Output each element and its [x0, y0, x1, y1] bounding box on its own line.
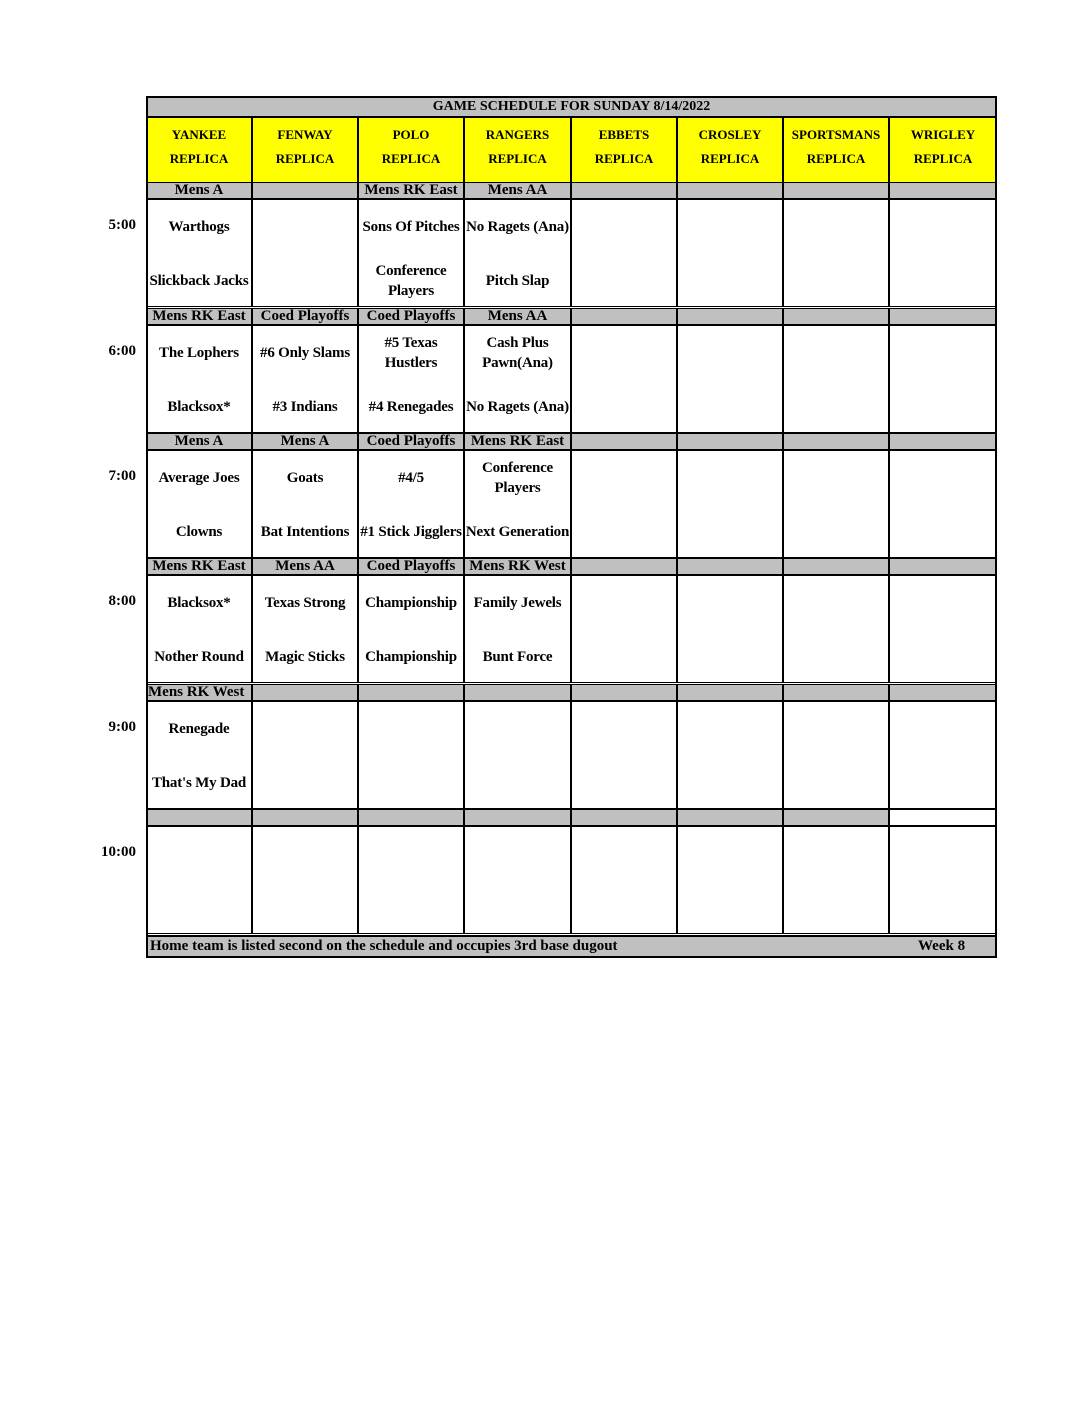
away-team [359, 829, 463, 879]
game-cell [146, 575, 252, 683]
league-label: Mens AA [464, 182, 571, 199]
field-header [677, 118, 783, 182]
game-cell [146, 325, 252, 433]
home-team [572, 256, 676, 306]
away-team [890, 704, 996, 754]
home-team [890, 632, 996, 682]
game-cell [358, 325, 464, 433]
field-subtitle: REPLICA [594, 151, 654, 166]
away-team: Warthogs [168, 219, 230, 235]
league-label [571, 182, 677, 199]
home-team: #3 Indians [272, 399, 338, 415]
league-label: Mens RK East [146, 308, 252, 325]
home-team [784, 256, 888, 306]
game-cell [571, 575, 677, 683]
away-team: No Ragets (Ana) [466, 219, 569, 235]
league-label [889, 308, 997, 325]
away-team: Renegade [168, 721, 230, 737]
home-team [678, 758, 782, 808]
away-team [572, 328, 676, 378]
home-team [572, 883, 676, 933]
game-cell [783, 199, 889, 307]
away-team: Cash Plus Pawn(Ana) [482, 335, 553, 371]
away-team [678, 453, 782, 503]
league-label [783, 308, 889, 325]
game-cell [146, 450, 252, 558]
away-team [572, 578, 676, 628]
home-team: Blacksox* [167, 399, 231, 415]
away-team: Blacksox* [167, 595, 231, 611]
away-team [784, 453, 888, 503]
home-team [890, 256, 996, 306]
game-cell [889, 826, 997, 934]
field-header [252, 118, 358, 182]
game-cell [464, 701, 571, 809]
league-label: Mens RK West [146, 684, 252, 701]
field-name: EBBETS [598, 127, 650, 142]
home-team [572, 632, 676, 682]
home-team: No Ragets (Ana) [466, 399, 569, 415]
away-team [784, 328, 888, 378]
home-team [784, 632, 888, 682]
away-team [890, 202, 996, 252]
away-team [253, 704, 357, 754]
home-team [359, 883, 463, 933]
game-cell [464, 575, 571, 683]
field-name: RANGERS [485, 127, 550, 142]
home-team [572, 507, 676, 557]
home-team [890, 883, 996, 933]
away-team [678, 328, 782, 378]
league-label: Mens RK East [358, 182, 464, 199]
field-header [358, 118, 464, 182]
home-team: Championship [365, 649, 457, 665]
home-team: Magic Sticks [265, 649, 345, 665]
game-cell [889, 450, 997, 558]
field-subtitle: REPLICA [488, 151, 547, 166]
game-cell [783, 701, 889, 809]
home-team [572, 382, 676, 432]
field-subtitle: REPLICA [169, 151, 229, 166]
time-label: 8:00 [108, 593, 136, 609]
league-label [677, 308, 783, 325]
away-team [890, 578, 996, 628]
field-name: CROSLEY [698, 127, 762, 142]
game-cell [677, 701, 783, 809]
field-subtitle: REPLICA [700, 151, 760, 166]
league-label: Coed Playoffs [252, 308, 358, 325]
field-subtitle: REPLICA [806, 151, 866, 166]
home-team [678, 256, 782, 306]
away-team [253, 829, 357, 879]
league-label [146, 809, 252, 826]
home-team [678, 632, 782, 682]
game-cell [146, 199, 252, 307]
field-header [464, 118, 571, 182]
game-cell [146, 701, 252, 809]
league-label [358, 809, 464, 826]
time-label: 9:00 [108, 719, 136, 735]
home-team [147, 883, 251, 933]
league-label: Coed Playoffs [358, 558, 464, 575]
game-cell [889, 575, 997, 683]
home-team [465, 758, 570, 808]
away-team: Family Jewels [473, 595, 562, 611]
away-team: Conference Players [481, 460, 554, 496]
league-label: Mens A [146, 433, 252, 450]
game-cell [889, 701, 997, 809]
league-label [889, 433, 997, 450]
league-label [252, 809, 358, 826]
league-label [571, 558, 677, 575]
game-cell [677, 575, 783, 683]
home-team: Slickback Jacks [149, 273, 249, 289]
league-label: Mens AA [464, 308, 571, 325]
field-subtitle: REPLICA [381, 151, 441, 166]
away-team [678, 829, 782, 879]
game-cell [571, 701, 677, 809]
home-team [253, 256, 357, 306]
away-team [784, 202, 888, 252]
away-team [147, 829, 251, 879]
away-team [784, 704, 888, 754]
field-subtitle: REPLICA [913, 151, 973, 166]
away-team: The Lophers [159, 345, 239, 361]
game-cell [252, 701, 358, 809]
league-label [889, 809, 997, 826]
game-cell [677, 199, 783, 307]
home-team: Clowns [175, 524, 223, 540]
away-team: Sons Of Pitches [362, 219, 460, 235]
week-label: Week 8 [918, 938, 966, 954]
league-label [571, 433, 677, 450]
away-team [253, 202, 357, 252]
league-label [889, 684, 997, 701]
league-label [677, 558, 783, 575]
schedule-footer [146, 935, 997, 958]
game-cell [783, 575, 889, 683]
league-label: Coed Playoffs [358, 308, 464, 325]
away-team [890, 328, 996, 378]
game-cell [358, 701, 464, 809]
game-cell [677, 450, 783, 558]
away-team [359, 704, 463, 754]
league-label [677, 809, 783, 826]
game-cell [677, 325, 783, 433]
away-team [465, 704, 570, 754]
game-cell [677, 826, 783, 934]
game-cell [252, 450, 358, 558]
away-team [572, 829, 676, 879]
schedule-title: GAME SCHEDULE FOR SUNDAY 8/14/2022 [146, 96, 997, 118]
home-team [678, 382, 782, 432]
league-label [783, 558, 889, 575]
game-cell [358, 450, 464, 558]
game-cell [464, 450, 571, 558]
league-label [252, 182, 358, 199]
game-cell [464, 826, 571, 934]
field-header [146, 118, 252, 182]
home-team: Pitch Slap [485, 273, 550, 289]
game-cell [783, 450, 889, 558]
field-name: FENWAY [277, 127, 333, 142]
time-label: 7:00 [108, 468, 136, 484]
game-cell [464, 325, 571, 433]
home-team [784, 382, 888, 432]
game-cell [358, 199, 464, 307]
home-team [572, 758, 676, 808]
away-team [784, 829, 888, 879]
away-team [678, 202, 782, 252]
league-label: Mens AA [252, 558, 358, 575]
away-team [784, 578, 888, 628]
away-team [572, 202, 676, 252]
home-team [678, 507, 782, 557]
game-cell [146, 826, 252, 934]
home-team: Conference Players [375, 263, 447, 299]
game-cell [464, 199, 571, 307]
away-team: Goats [286, 470, 324, 486]
league-label [677, 182, 783, 199]
home-team [890, 382, 996, 432]
away-team [890, 453, 996, 503]
league-label [677, 684, 783, 701]
league-label [783, 433, 889, 450]
league-label [252, 684, 358, 701]
game-cell [783, 325, 889, 433]
league-label: Mens A [252, 433, 358, 450]
time-label: 10:00 [101, 844, 136, 860]
away-team [572, 704, 676, 754]
league-label [783, 182, 889, 199]
time-label: 6:00 [108, 343, 136, 359]
game-cell [358, 575, 464, 683]
home-team: #4 Renegades [368, 399, 454, 415]
home-team: #1 Stick Jigglers [360, 524, 462, 540]
home-team: Next Generation [465, 524, 570, 540]
home-team: Nother Round [154, 649, 244, 665]
game-cell [252, 325, 358, 433]
away-team: #5 Texas Hustlers [384, 335, 438, 371]
field-name: WRIGLEY [910, 127, 976, 142]
league-label: Coed Playoffs [358, 433, 464, 450]
league-label [783, 684, 889, 701]
home-team [784, 758, 888, 808]
away-team [678, 704, 782, 754]
league-label [358, 684, 464, 701]
home-team [678, 883, 782, 933]
home-team [784, 507, 888, 557]
game-cell [783, 826, 889, 934]
footer-note: Home team is listed second on the schedule and occupies 3rd base dugout [150, 938, 618, 954]
away-team [890, 829, 996, 879]
game-cell [889, 199, 997, 307]
time-label: 5:00 [108, 217, 136, 233]
home-team [253, 883, 357, 933]
home-team: Bat Intentions [260, 524, 350, 540]
field-name: YANKEE [171, 127, 227, 142]
away-team [572, 453, 676, 503]
away-team: Average Joes [158, 470, 240, 486]
league-label [464, 809, 571, 826]
field-header [889, 118, 997, 182]
field-header [571, 118, 677, 182]
league-label: Mens A [146, 182, 252, 199]
game-cell [252, 826, 358, 934]
home-team [890, 507, 996, 557]
league-label: Mens RK East [146, 558, 252, 575]
league-label [889, 182, 997, 199]
home-team [465, 883, 570, 933]
field-subtitle: REPLICA [275, 151, 335, 166]
home-team [890, 758, 996, 808]
away-team [465, 829, 570, 879]
game-cell [252, 575, 358, 683]
game-cell [571, 325, 677, 433]
away-team: #6 Only Slams [260, 345, 350, 361]
field-header [783, 118, 889, 182]
home-team [784, 883, 888, 933]
away-team: #4/5 [398, 470, 424, 486]
home-team: That's My Dad [151, 775, 247, 791]
game-cell [358, 826, 464, 934]
league-label [464, 684, 571, 701]
league-label: Mens RK East [464, 433, 571, 450]
home-team [359, 758, 463, 808]
league-label [677, 433, 783, 450]
league-label [571, 684, 677, 701]
league-label [889, 558, 997, 575]
game-cell [571, 826, 677, 934]
home-team [253, 758, 357, 808]
away-team: Texas Strong [264, 595, 346, 611]
league-label [783, 809, 889, 826]
league-label [571, 308, 677, 325]
field-name: SPORTSMANS [791, 127, 881, 142]
game-cell [889, 325, 997, 433]
game-cell [571, 450, 677, 558]
game-cell [571, 199, 677, 307]
game-cell [252, 199, 358, 307]
league-label: Mens RK West [464, 558, 571, 575]
away-team: Championship [365, 595, 457, 611]
field-name: POLO [392, 127, 430, 142]
league-label [571, 809, 677, 826]
home-team: Bunt Force [482, 649, 553, 665]
away-team [678, 578, 782, 628]
